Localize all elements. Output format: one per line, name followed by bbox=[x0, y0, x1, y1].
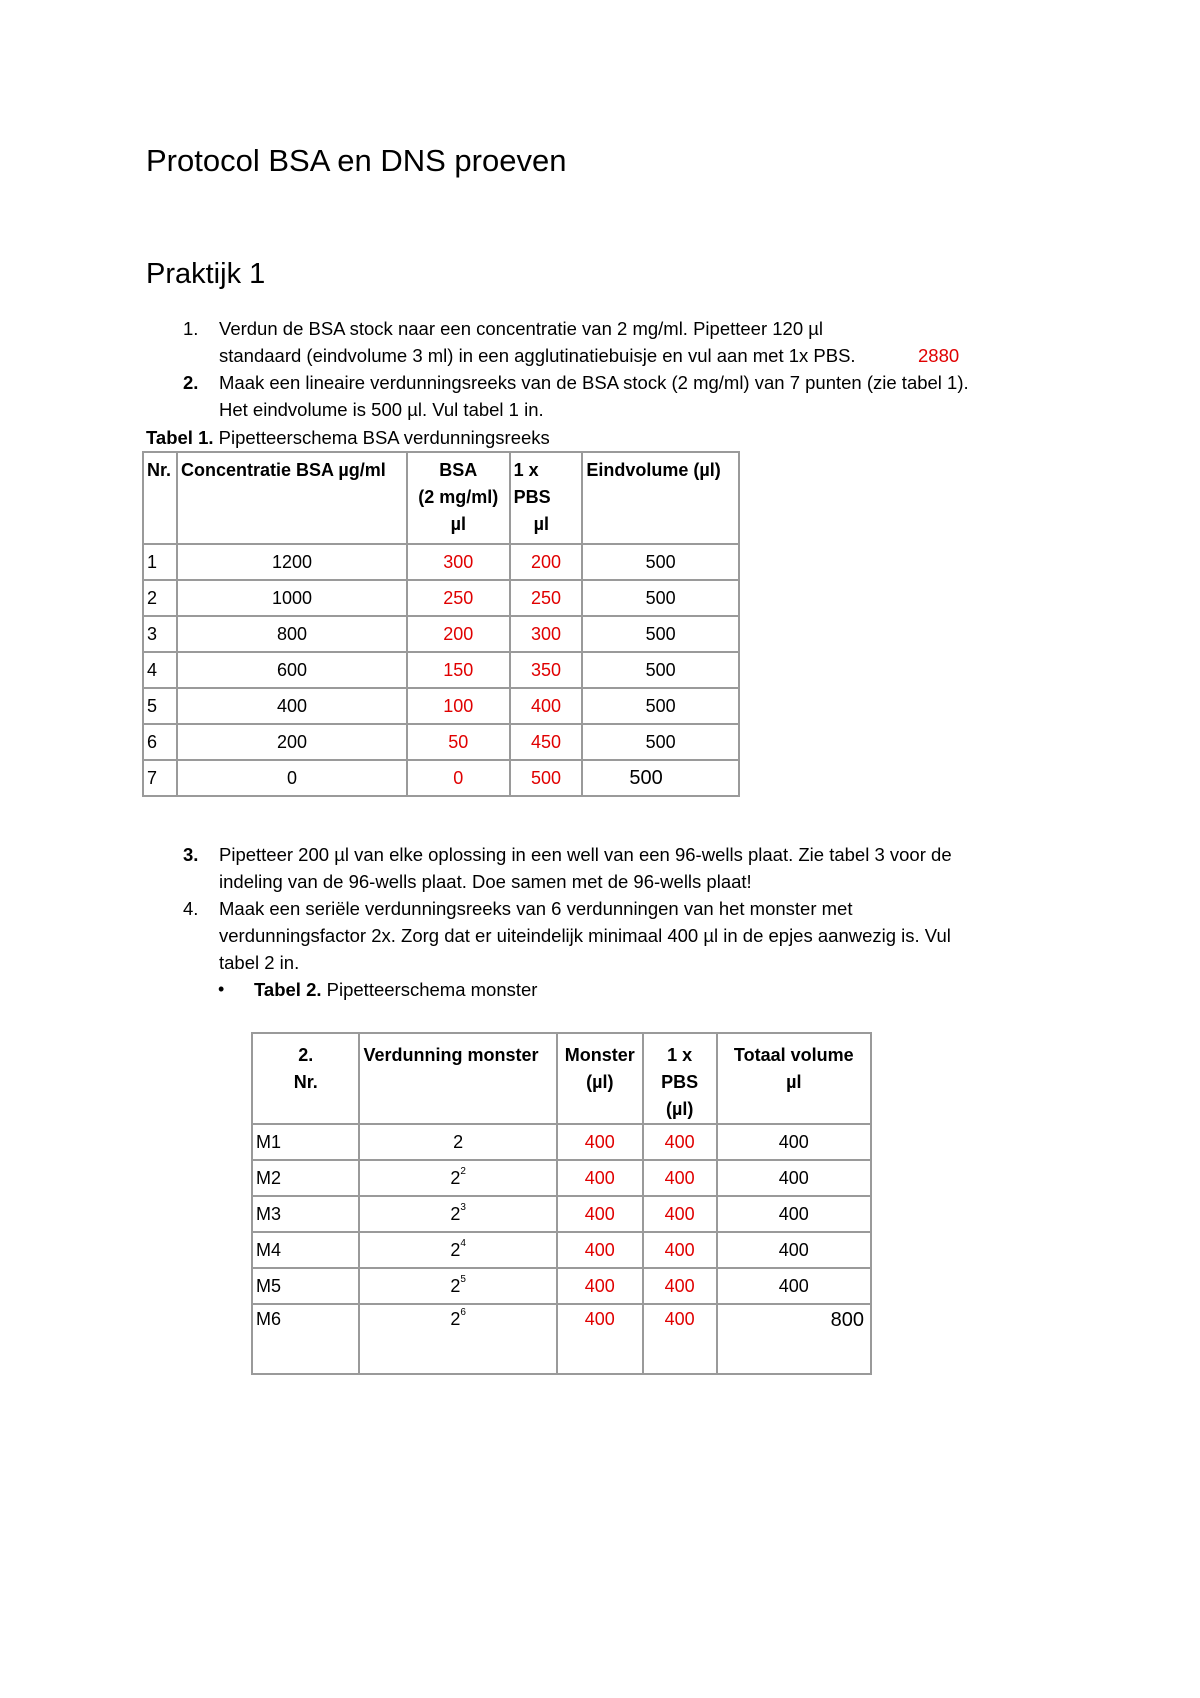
cell-pbs-volume: 400 bbox=[643, 1160, 717, 1196]
cell-pbs-volume: 400 bbox=[643, 1268, 717, 1304]
header-pbs: 1 x PBS µl bbox=[510, 452, 583, 544]
cell-pbs-volume: 500 bbox=[510, 760, 583, 796]
step-text: Pipetteer 200 µl van elke oplossing in een well van een 96-wells plaat. Zie tabel 3 voor de bbox=[219, 844, 952, 865]
cell-nr: 7 bbox=[143, 760, 177, 796]
cell-nr: M5 bbox=[252, 1268, 359, 1304]
table-row bbox=[252, 1268, 871, 1304]
cell-monster-volume: 400 bbox=[557, 1304, 643, 1374]
header-eindvolume: Eindvolume (µl) bbox=[582, 452, 739, 544]
table-row bbox=[143, 724, 739, 760]
step-text: tabel 2 in. bbox=[219, 952, 300, 973]
step-number: 4. bbox=[183, 898, 199, 919]
table-header-row bbox=[252, 1033, 871, 1124]
cell-bsa-volume: 50 bbox=[407, 724, 510, 760]
handwritten-answer: 2880 bbox=[918, 345, 960, 366]
cell-totaal-volume: 400 bbox=[717, 1160, 871, 1196]
cell-verdunning: $2^2$ bbox=[359, 1160, 556, 1196]
table-row bbox=[252, 1160, 871, 1196]
header-nr: Nr. bbox=[143, 452, 177, 544]
table-row bbox=[143, 580, 739, 616]
cell-pbs-volume: 400 bbox=[643, 1196, 717, 1232]
cell-verdunning: $2^6$ bbox=[359, 1304, 556, 1374]
cell-concentration: 1000 bbox=[177, 580, 407, 616]
header-bsa: BSA (2 mg/ml) µl bbox=[407, 452, 510, 544]
cell-concentration: 600 bbox=[177, 652, 407, 688]
header-nr: 2. Nr. bbox=[252, 1033, 359, 1124]
table-2 bbox=[251, 1032, 872, 1375]
cell-pbs-volume: 300 bbox=[510, 616, 583, 652]
cell-verdunning: 2 bbox=[359, 1124, 556, 1160]
header-totaal: Totaal volume µl bbox=[717, 1033, 871, 1124]
document-title: Protocol BSA en DNS proeven bbox=[146, 143, 567, 178]
cell-concentration: 0 bbox=[177, 760, 407, 796]
table-row bbox=[143, 652, 739, 688]
cell-bsa-volume: 100 bbox=[407, 688, 510, 724]
step-number: 3. bbox=[183, 844, 199, 865]
cell-nr: M6 bbox=[252, 1304, 359, 1374]
cell-concentration: 200 bbox=[177, 724, 407, 760]
caption-text: Pipetteerschema monster bbox=[321, 979, 538, 1000]
table-header-row bbox=[143, 452, 739, 544]
table-row bbox=[143, 544, 739, 580]
cell-pbs-volume: 350 bbox=[510, 652, 583, 688]
step-text: verdunningsfactor 2x. Zorg dat er uiteindelijk minimaal 400 µl in de epjes aanwezig is. Vul bbox=[219, 925, 951, 946]
cell-bsa-volume: 250 bbox=[407, 580, 510, 616]
table-row bbox=[143, 688, 739, 724]
cell-totaal-volume: 400 bbox=[717, 1232, 871, 1268]
cell-verdunning: $2^3$ bbox=[359, 1196, 556, 1232]
step-number: 2. bbox=[183, 372, 199, 393]
header-monster: Monster (µl) bbox=[557, 1033, 643, 1124]
cell-eindvolume: 500 bbox=[582, 544, 739, 580]
cell-bsa-volume: 150 bbox=[407, 652, 510, 688]
cell-eindvolume: 500 bbox=[582, 688, 739, 724]
cell-concentration: 1200 bbox=[177, 544, 407, 580]
table-row bbox=[252, 1124, 871, 1160]
bullet-icon: • bbox=[218, 979, 225, 999]
caption-label: Tabel 2. bbox=[254, 979, 322, 1000]
cell-nr: 3 bbox=[143, 616, 177, 652]
cell-concentration: 400 bbox=[177, 688, 407, 724]
step-text: Verdun de BSA stock naar een concentratie van 2 mg/ml. Pipetteer 120 µl bbox=[219, 318, 824, 339]
caption-text: Pipetteerschema BSA verdunningsreeks bbox=[213, 427, 550, 448]
cell-verdunning: $2^4$ bbox=[359, 1232, 556, 1268]
cell-totaal-volume: 400 bbox=[717, 1124, 871, 1160]
cell-pbs-volume: 200 bbox=[510, 544, 583, 580]
cell-pbs-volume: 450 bbox=[510, 724, 583, 760]
header-verdunning: Verdunning monster bbox=[359, 1033, 556, 1124]
table-row bbox=[143, 616, 739, 652]
step-text: indeling van de 96-wells plaat. Doe samen met de 96-wells plaat! bbox=[219, 871, 752, 892]
cell-nr: M4 bbox=[252, 1232, 359, 1268]
cell-nr: 6 bbox=[143, 724, 177, 760]
cell-eindvolume: 500 bbox=[582, 616, 739, 652]
cell-pbs-volume: 400 bbox=[643, 1232, 717, 1268]
cell-pbs-volume: 250 bbox=[510, 580, 583, 616]
cell-eindvolume: 500 bbox=[582, 580, 739, 616]
table-1-caption bbox=[146, 424, 550, 451]
cell-monster-volume: 400 bbox=[557, 1232, 643, 1268]
cell-verdunning: $2^5$ bbox=[359, 1268, 556, 1304]
cell-totaal-volume: 800 bbox=[717, 1304, 871, 1374]
cell-pbs-volume: 400 bbox=[643, 1124, 717, 1160]
cell-monster-volume: 400 bbox=[557, 1160, 643, 1196]
cell-monster-volume: 400 bbox=[557, 1196, 643, 1232]
cell-nr: M3 bbox=[252, 1196, 359, 1232]
step-text: standaard (eindvolume 3 ml) in een agglutinatiebuisje en vul aan met 1x PBS. bbox=[219, 345, 856, 366]
cell-bsa-volume: 200 bbox=[407, 616, 510, 652]
table-1 bbox=[142, 451, 740, 797]
cell-pbs-volume: 400 bbox=[510, 688, 583, 724]
header-pbs: 1 x PBS (µl) bbox=[643, 1033, 717, 1124]
cell-nr: M1 bbox=[252, 1124, 359, 1160]
step-text: Het eindvolume is 500 µl. Vul tabel 1 in. bbox=[219, 399, 544, 420]
cell-concentration: 800 bbox=[177, 616, 407, 652]
cell-nr: M2 bbox=[252, 1160, 359, 1196]
section-heading: Praktijk 1 bbox=[146, 258, 266, 290]
cell-monster-volume: 400 bbox=[557, 1268, 643, 1304]
step-number: 1. bbox=[183, 318, 199, 339]
cell-totaal-volume: 400 bbox=[717, 1196, 871, 1232]
cell-nr: 2 bbox=[143, 580, 177, 616]
cell-nr: 1 bbox=[143, 544, 177, 580]
step-text: Maak een lineaire verdunningsreeks van de BSA stock (2 mg/ml) van 7 punten (zie tabel 1). bbox=[219, 372, 969, 393]
table-row bbox=[143, 760, 739, 796]
cell-totaal-volume: 400 bbox=[717, 1268, 871, 1304]
cell-eindvolume: 500 bbox=[582, 724, 739, 760]
header-concentration: Concentratie BSA µg/ml bbox=[177, 452, 407, 544]
cell-nr: 4 bbox=[143, 652, 177, 688]
table-row bbox=[252, 1232, 871, 1268]
cell-eindvolume: 500 bbox=[582, 652, 739, 688]
cell-bsa-volume: 0 bbox=[407, 760, 510, 796]
step-text: Maak een seriële verdunningsreeks van 6 verdunningen van het monster met bbox=[219, 898, 853, 919]
cell-pbs-volume: 400 bbox=[643, 1304, 717, 1374]
table-row bbox=[252, 1196, 871, 1232]
table-row bbox=[252, 1304, 871, 1374]
cell-monster-volume: 400 bbox=[557, 1124, 643, 1160]
cell-eindvolume: 500 bbox=[582, 760, 739, 796]
caption-label: Tabel 1. bbox=[146, 427, 214, 448]
cell-nr: 5 bbox=[143, 688, 177, 724]
cell-bsa-volume: 300 bbox=[407, 544, 510, 580]
